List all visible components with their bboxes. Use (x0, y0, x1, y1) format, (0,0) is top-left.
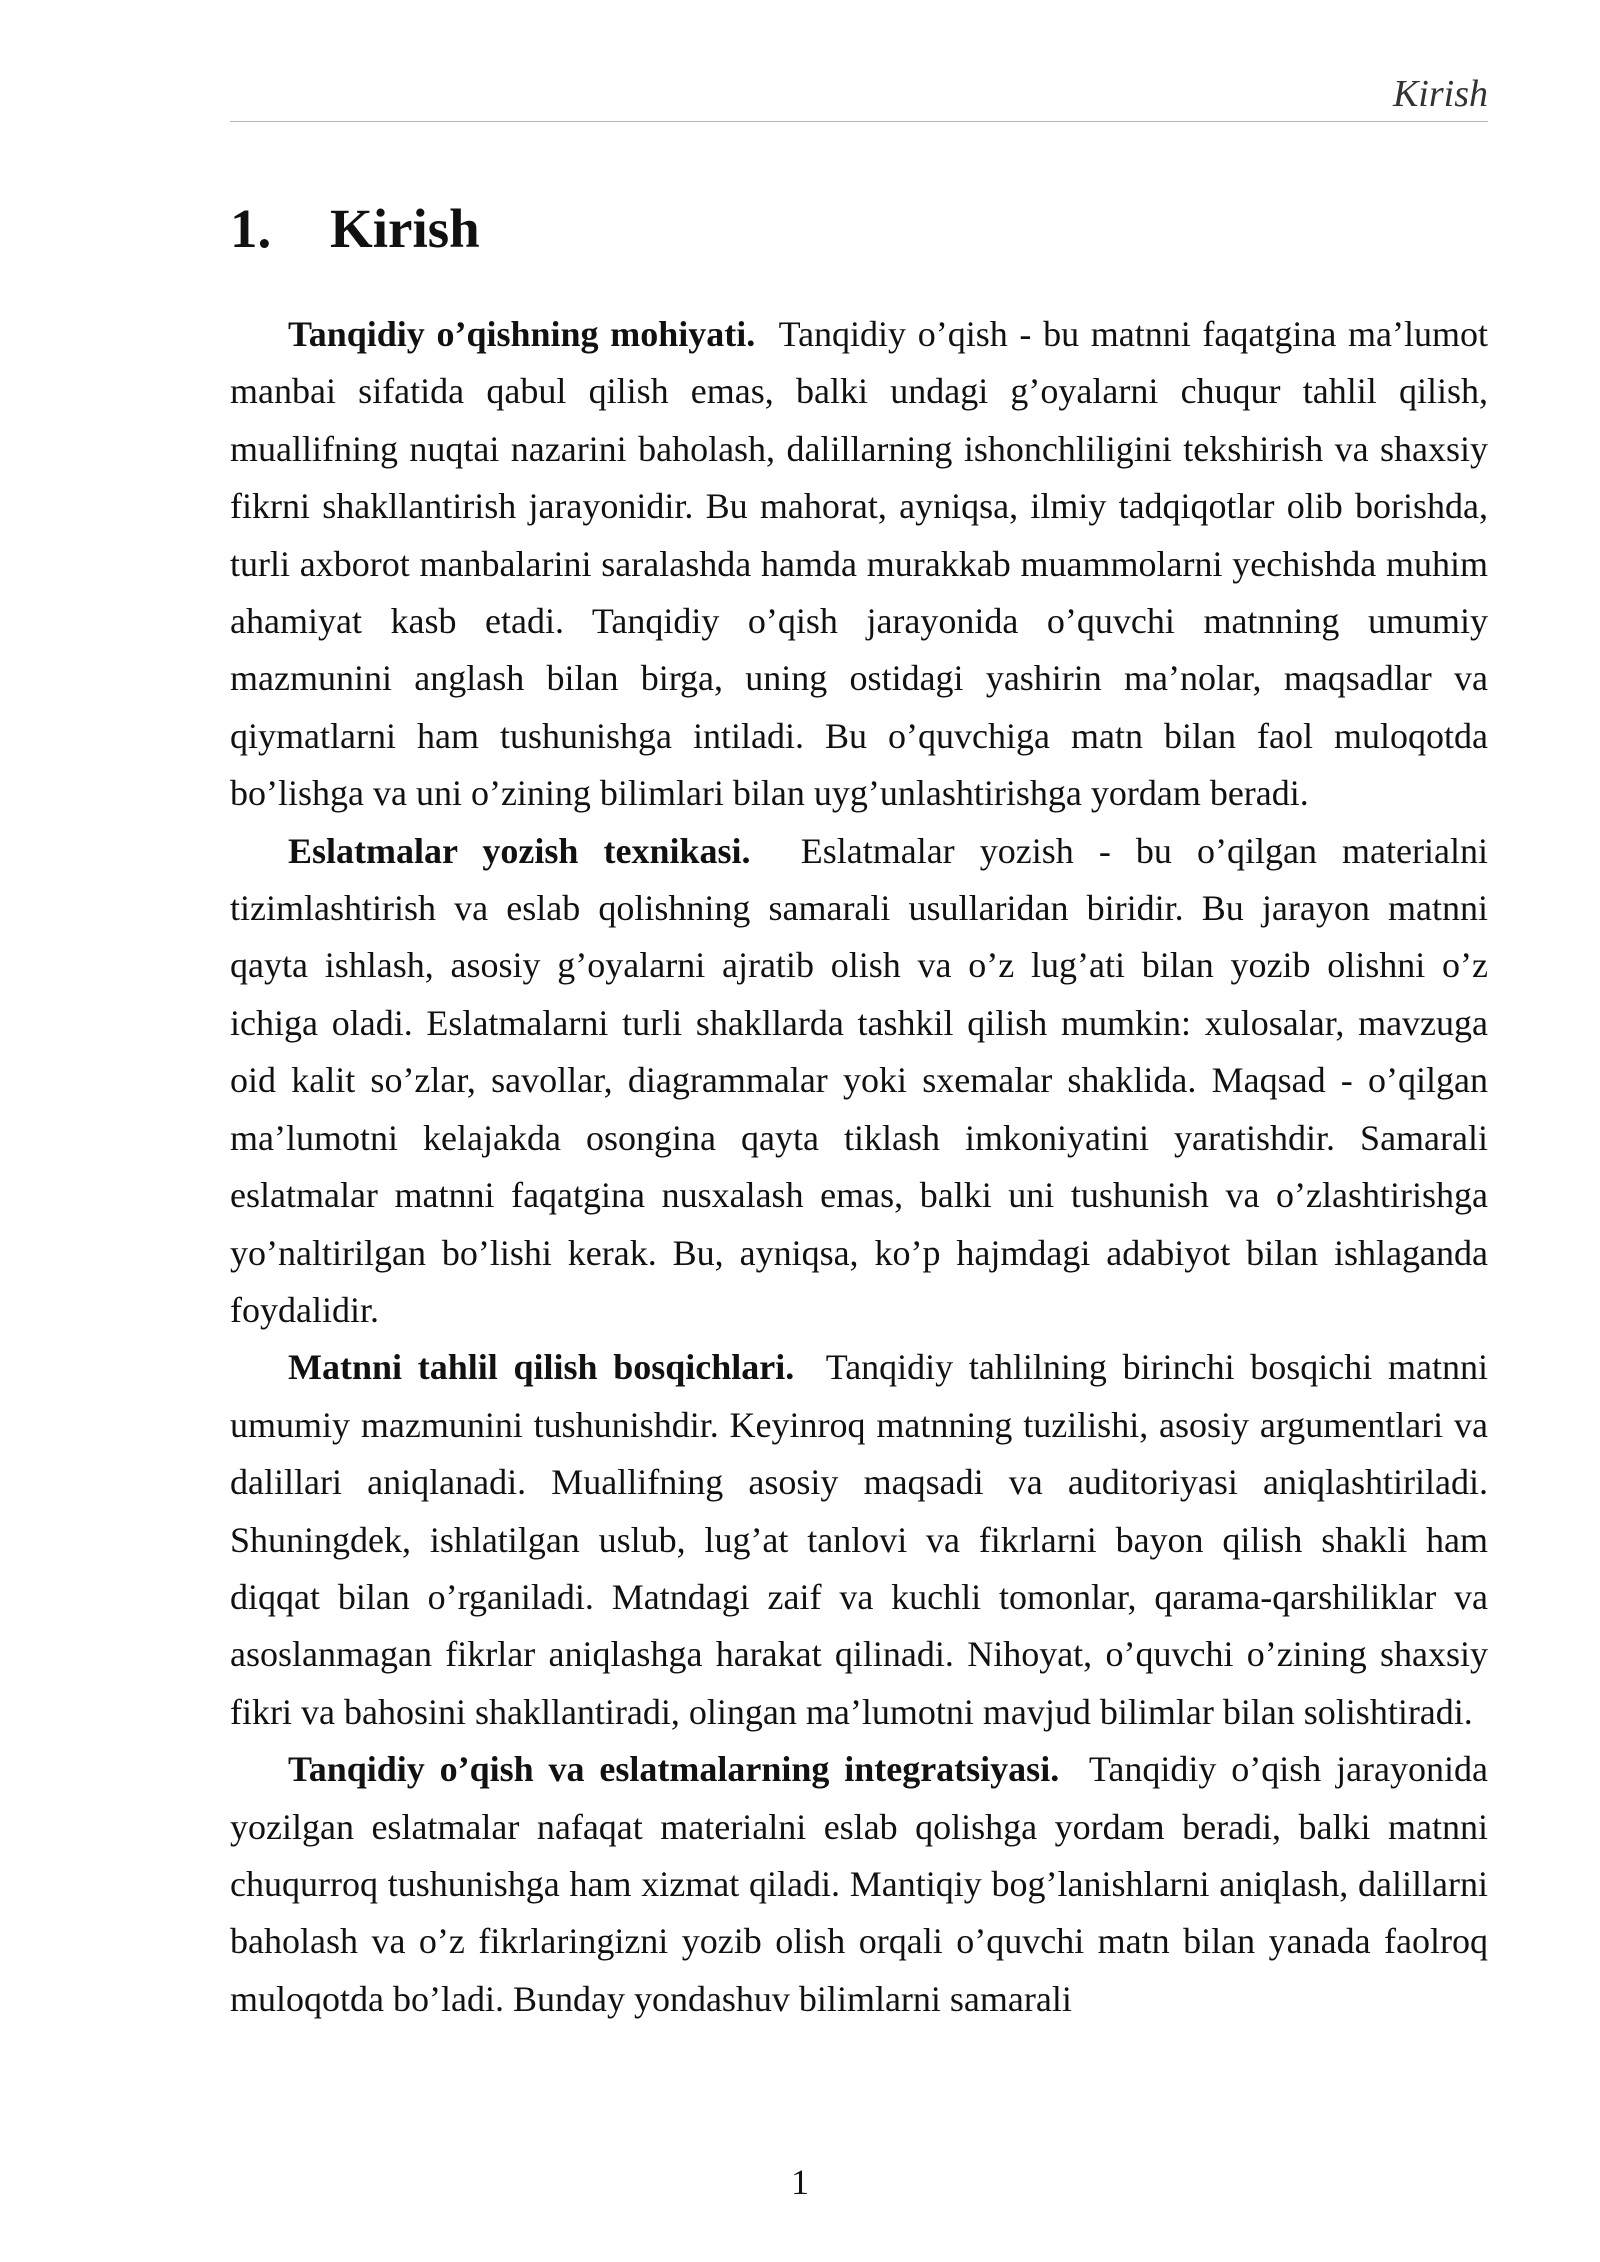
paragraph-integration (230, 1741, 1488, 2028)
body-text (230, 306, 1488, 2028)
paragraph-analysis-stages (230, 1339, 1488, 1741)
running-header (230, 72, 1488, 122)
page-number: 1 (791, 2162, 809, 2202)
chapter-heading (230, 196, 480, 262)
paragraph-heading: Tanqidiy o’qish va eslatmalarning integratsiyasi. (288, 1749, 1060, 1790)
chapter-number: 1. (230, 198, 272, 259)
paragraph-heading: Matnni tahlil qilish bosqichlari. (288, 1347, 795, 1388)
paragraph-text: Eslatmalar yozish - bu o’qilgan materialni tizimlashtirish va eslab qolishning samarali usullaridan biridir. Bu jarayon matnni qayta ishlash, asosiy g’oyalarni ajratib olish va o’z lug’ati bilan yozib olishni o’z ichiga oladi. Eslatmalarni turli shakllarda tashkil qilish mumkin: xulosalar, mavzuga oid kalit so’zlar, savollar, diagrammalar yoki sxemalar shaklida. Maqsad - o’qilgan ma’lumotni kelajakda osongina qayta tiklash imkoniyatini yaratishdir. Samarali eslatmalar matnni faqatgina nusxalash emas, balki uni tushunish va o’zlashtirishga yo’naltirilgan bo’lishi kerak. Bu, ayniqsa, ko’p hajmdagi adabiyot bilan ishlaganda foydalidir. (230, 830, 1488, 1330)
paragraph-critical-reading (230, 306, 1488, 823)
running-header-title: Kirish (1392, 73, 1488, 115)
paragraph-text: Tanqidiy tahlilning birinchi bosqichi matnni umumiy mazmunini tushunishdir. Keyinroq matnning tuzilishi, asosiy argumentlari va dalillari aniqlanadi. Muallifning asosiy maqsadi va auditoriyasi aniqlashtiriladi. Shuningdek, ishlatilgan uslub, lug’at tanlovi va fikrlarni bayon qilish shakli ham diqqat bilan o’rganiladi. Matndagi zaif va kuchli tomonlar, qarama-qarshiliklar va asoslanmagan fikrlar aniqlashga harakat qilinadi. Nihoyat, o’quvchi o’zining shaxsiy fikri va bahosini shakllantiradi, olingan ma’lumotni mavjud bilimlar bilan solishtiradi. (230, 1347, 1488, 1732)
paragraph-text: Tanqidiy o’qish jarayonida yozilgan eslatmalar nafaqat materialni eslab qolishga yordam beradi, balki matnni chuqurroq tushunishga ham xizmat qiladi. Mantiqiy bog’lanishlarni aniqlash, dalillarni baholash va o’z fikrlaringizni yozib olish orqali o’quvchi matn bilan yanada faolroq muloqotda bo’ladi. Bunday yondashuv bilimlarni samarali (230, 1749, 1488, 2019)
paragraph-heading: Eslatmalar yozish texnikasi. (288, 830, 751, 871)
paragraph-heading: Tanqidiy o’qishning mohiyati. (288, 314, 756, 354)
paragraph-text: Tanqidiy o’qish - bu matnni faqatgina ma’lumot manbai sifatida qabul qilish emas, balki undagi g’oyalarni chuqur tahlil qilish, muallifning nuqtai nazarini baholash, dalillarning ishonchliligini tekshirish va shaxsiy fikrni shakllantirish jarayonidir. Bu mahorat, ayniqsa, ilmiy tadqiqotlar olib borishda, turli axborot manbalarini saralashda hamda murakkab muammolarni yechishda muhim ahamiyat kasb etadi. Tanqidiy o’qish jarayonida o’quvchi matnning umumiy mazmunini anglash bilan birga, uning ostidagi yashirin ma’nolar, maqsadlar va qiymatlarni ham tushunishga intiladi. Bu o’quvchiga matn bilan faol muloqotda bo’lishga va uni o’zining bilimlari bilan uyg’unlashtirishga yordam beradi. (230, 314, 1488, 814)
chapter-title: Kirish (330, 198, 480, 259)
paragraph-note-taking (230, 823, 1488, 1340)
